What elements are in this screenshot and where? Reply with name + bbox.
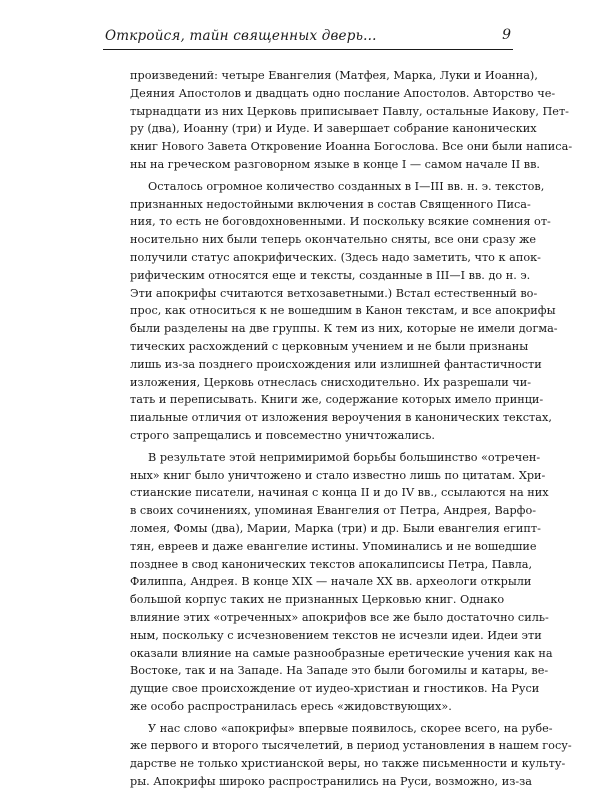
- text-line: же первого и второго тысячелетий, в период установления в нашем госу-: [130, 739, 572, 753]
- text-line: изложения, Церковь отнеслась снисходительно. Их разрешали чи-: [130, 375, 532, 389]
- text-line: признанных недостойными включения в состав Священного Писа-: [130, 197, 531, 211]
- text-line: в своих сочинениях, упоминая Евангелия от Петра, Андрея, Варфо-: [130, 504, 537, 518]
- text-line: Филиппа, Андрея. В конце XIX — начале XX вв. археологи открыли: [130, 575, 532, 589]
- text-line: тырнадцати из них Церковь приписывает Павлу, остальные Иакову, Пет-: [130, 104, 569, 118]
- text-line: ру (два), Иоанну (три) и Иуде. И завершает собрание канонических: [130, 122, 537, 136]
- page-number: 9: [502, 27, 511, 43]
- paragraph: [130, 449, 553, 716]
- text-line: рифическим относятся еще и тексты, созданные в III—I вв. до н. э.: [130, 268, 531, 282]
- running-header: [103, 26, 513, 48]
- body-text: [130, 67, 573, 789]
- text-line: Эти апокрифы считаются ветхозаветными.) Встал естественный во-: [130, 286, 538, 300]
- text-line: прос, как относиться к не вошедшим в Канон текстам, и все апокрифы: [130, 304, 556, 318]
- text-line: лишь из-за позднего происхождения или излишней фантастичности: [130, 357, 542, 371]
- text-line: В результате этой непримиримой борьбы большинство «отречен-: [148, 450, 541, 464]
- text-line: Осталось огромное количество созданных в I—III вв. н. э. текстов,: [148, 179, 545, 193]
- running-title: Откройся, тайн священных дверь...: [105, 28, 377, 44]
- text-line: были разделены на две группы. К тем из них, которые не имели догма-: [130, 322, 558, 336]
- text-line: тать и переписывать. Книги же, содержание которых имело принци-: [130, 393, 544, 407]
- text-line: книг Нового Завета Откровение Иоанна Богослова. Все они были написа-: [130, 140, 573, 154]
- text-line: пиальные отличия от изложения вероучения в канонических текстах,: [130, 411, 552, 425]
- text-line: же особо распространилась ересь «жидовствующих».: [130, 699, 452, 713]
- text-line: влияние этих «отреченных» апокрифов все же было достаточно силь-: [130, 610, 549, 624]
- text-line: оказали влияние на самые разнообразные еретические учения как на: [130, 646, 553, 660]
- text-line: получили статус апокрифических. (Здесь надо заметить, что к апок-: [130, 250, 541, 264]
- paragraph: [130, 720, 572, 791]
- header-rule: [103, 49, 513, 50]
- paragraph: [130, 178, 558, 445]
- text-line: ры. Апокрифы широко распространились на Руси, возможно, из-за: [130, 775, 532, 789]
- text-line: тических расхождений с церковным учением и не были признаны: [130, 339, 529, 353]
- text-line: ным, поскольку с исчезновением текстов не исчезли идеи. Идеи эти: [130, 628, 542, 642]
- text-line: тян, евреев и даже евангелие истины. Упоминались и не вошедшие: [130, 539, 537, 553]
- text-line: ных» книг было уничтожено и стало известно лишь по цитатам. Хри-: [130, 468, 546, 482]
- text-line: дарстве не только христианской веры, но также письменности и культу-: [130, 757, 566, 771]
- text-line: позднее в свод канонических текстов апокалипсисы Петра, Павла,: [130, 557, 533, 571]
- paragraph: [130, 67, 573, 174]
- text-line: носительно них были теперь окончательно сняты, все они сразу же: [130, 233, 537, 247]
- text-line: дущие свое происхождение от иудео-христиан и гностиков. На Руси: [130, 682, 540, 696]
- text-line: произведений: четыре Евангелия (Матфея, Марка, Луки и Иоанна),: [130, 69, 538, 82]
- text-line: стианские писатели, начиная с конца II и до IV вв., ссылаются на них: [130, 486, 549, 500]
- text-line: Деяния Апостолов и двадцать одно послание Апостолов. Авторство че-: [130, 86, 556, 100]
- text-line: У нас слово «апокрифы» впервые появилось, скорее всего, на рубе-: [148, 721, 553, 735]
- text-line: строго запрещались и повсеместно уничтожались.: [130, 428, 435, 442]
- text-line: Востоке, так и на Западе. На Западе это были богомилы и катары, ве-: [130, 664, 549, 678]
- text-line: большой корпус таких не признанных Церковью книг. Однако: [130, 593, 505, 607]
- text-line: ломея, Фомы (два), Марии, Марка (три) и др. Были евангелия египт-: [130, 521, 541, 535]
- text-line: ны на греческом разговорном языке в конце I — самом начале II вв.: [130, 157, 540, 171]
- text-line: ния, то есть не боговдохновенными. И поскольку всякие сомнения от-: [130, 215, 551, 229]
